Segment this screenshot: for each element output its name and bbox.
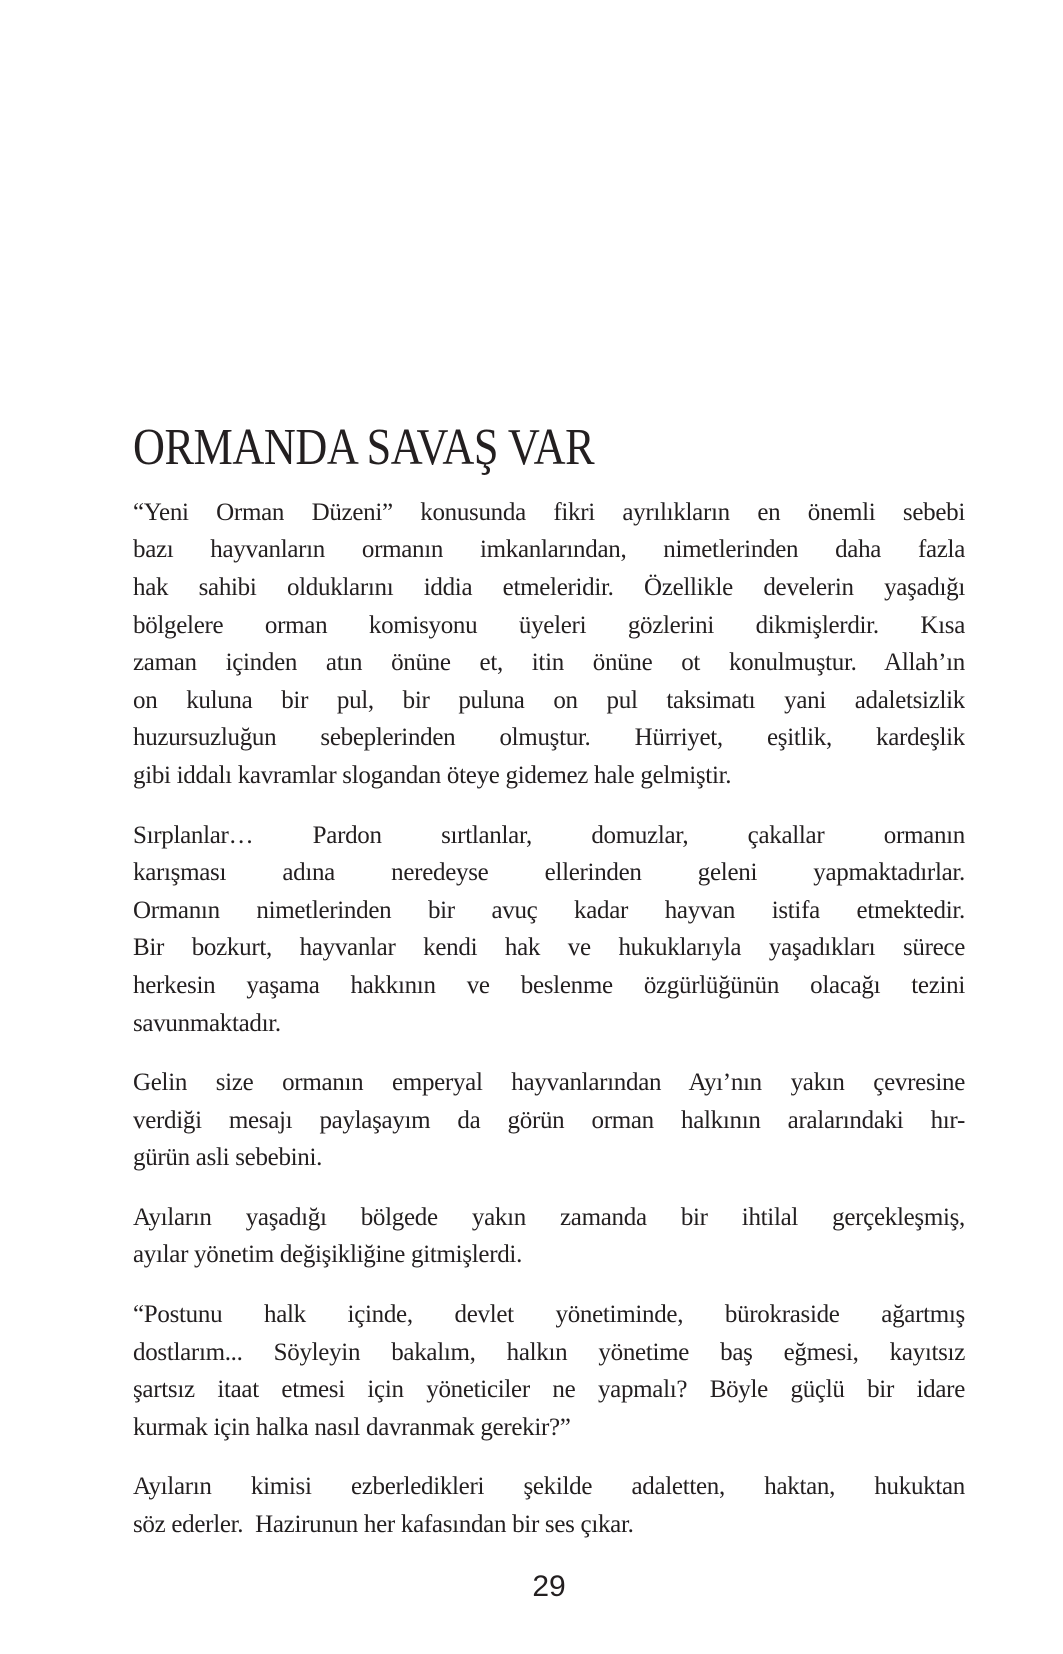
text-line: bazı hayvanların ormanın imkanlarından, nimetlerinden daha fazla	[133, 536, 965, 564]
text-line: dostlarım... Söyleyin bakalım, halkın yönetime baş eğmesi, kayıtsız	[133, 1338, 965, 1366]
text-line: Ormanın nimetlerinden bir avuç kadar hayvan istifa etmektedir.	[133, 896, 965, 924]
text-line: bölgelere orman komisyonu üyeleri gözlerini dikmişlerdir. Kısa	[133, 611, 965, 639]
text-line: on kuluna bir pul, bir puluna on pul taksimatı yani adaletsizlik	[133, 686, 965, 714]
text-line: “Yeni Orman Düzeni” konusunda fikri ayrılıkların en önemli sebebi	[133, 498, 965, 526]
text-line: ayılar yönetim değişikliğine gitmişlerdi.	[133, 1241, 523, 1269]
text-line: Gelin size ormanın emperyal hayvanlarından Ayı’nın yakın çevresine	[133, 1069, 965, 1097]
text-line: Bir bozkurt, hayvanlar kendi hak ve hukuklarıyla yaşadıkları sürece	[133, 934, 965, 962]
text-line: Ayıların yaşadığı bölgede yakın zamanda bir ihtilal gerçekleşmiş,	[133, 1203, 965, 1231]
text-line: herkesin yaşama hakkının ve beslenme özgürlüğünün olacağı tezini	[133, 971, 965, 999]
paragraph	[133, 1199, 965, 1274]
text-line: kurmak için halka nasıl davranmak gerekir?”	[133, 1413, 571, 1441]
text-line: karışması adına neredeyse ellerinden geleni yapmaktadırlar.	[133, 859, 965, 887]
text-line: huzursuzluğun sebeplerinden olmuştur. Hürriyet, eşitlik, kardeşlik	[133, 724, 965, 752]
chapter-title: ORMANDA SAVAŞ VAR	[133, 419, 595, 476]
page-number: 29	[532, 1569, 566, 1603]
text-line: zaman içinden atın önüne et, itin önüne ot konulmuştur. Allah’ın	[133, 649, 965, 677]
text-line: verdiği mesajı paylaşayım da görün orman halkının aralarındaki hır-	[133, 1106, 965, 1134]
text-line: şartsız itaat etmesi için yöneticiler ne yapmalı? Böyle güçlü bir idare	[133, 1376, 965, 1404]
paragraph	[133, 1468, 965, 1543]
text-line: söz ederler. Hazirunun her kafasından bir ses çıkar.	[133, 1511, 634, 1539]
paragraph	[133, 1064, 965, 1177]
paragraph	[133, 494, 965, 795]
body-text	[133, 494, 965, 1544]
text-line: gürün asli sebebini.	[133, 1144, 323, 1172]
text-line: Ayıların kimisi ezberledikleri şekilde adaletten, haktan, hukuktan	[133, 1473, 965, 1501]
paragraph	[133, 1296, 965, 1446]
text-line: savunmaktadır.	[133, 1009, 281, 1037]
text-line: “Postunu halk içinde, devlet yönetiminde, bürokraside ağartmış	[133, 1301, 965, 1329]
paragraph	[133, 817, 965, 1043]
text-line: gibi iddalı kavramlar slogandan öteye gidemez hale gelmiştir.	[133, 761, 732, 789]
text-line: Sırplanlar… Pardon sırtlanlar, domuzlar, çakallar ormanın	[133, 821, 965, 849]
text-line: hak sahibi olduklarını iddia etmeleridir. Özellikle develerin yaşadığı	[133, 573, 965, 601]
